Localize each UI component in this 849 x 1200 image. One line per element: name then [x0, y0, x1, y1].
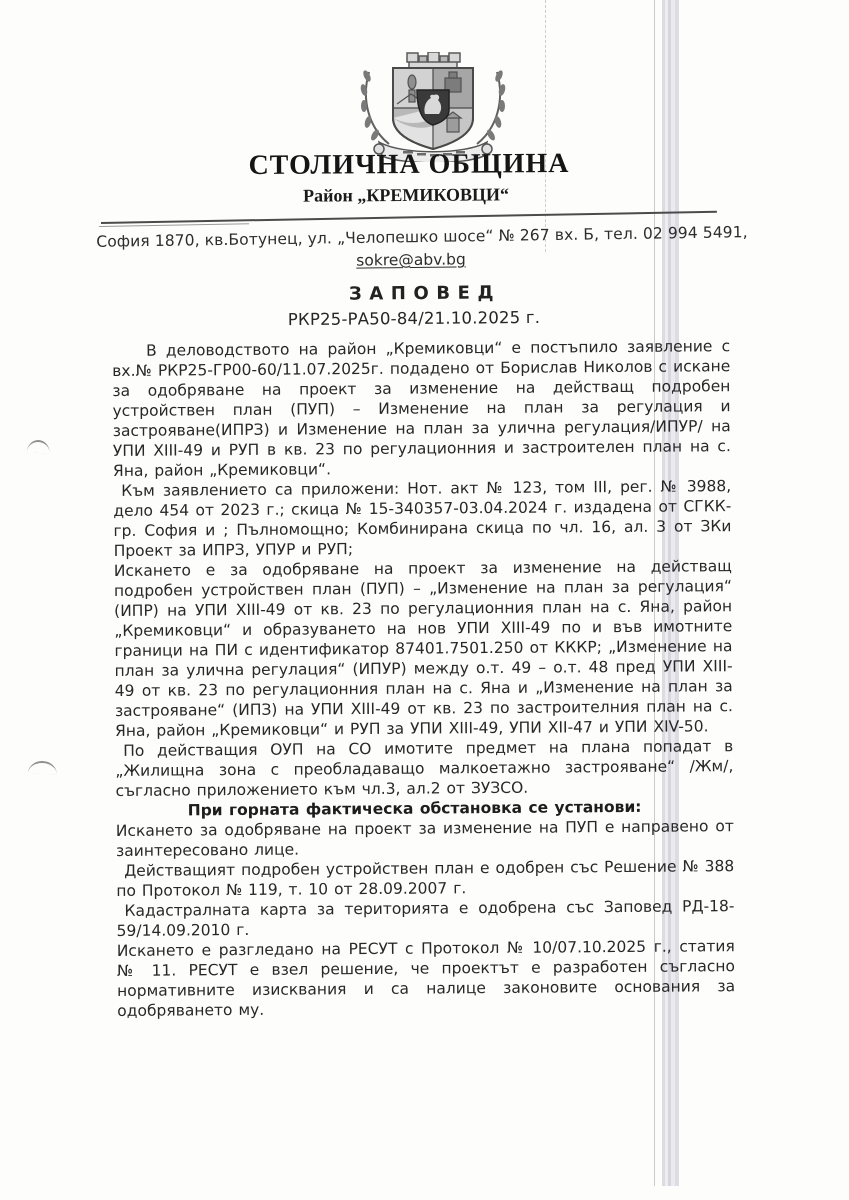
order-body	[112, 336, 735, 1021]
paragraph: Искането е разгледано на РЕСУТ с Протокол № 10/07.10.2025 г., статия № 11. РЕСУТ е взел решение, че проектът е разработен съгласно нормативните изисквания и са налице законовите основания за одобряването му.	[116, 937, 736, 1020]
margin-arc-mark	[28, 760, 57, 774]
paragraph: По действащия ОУП на СО имотите предмет на плана попадат в „Жилищна зона с преобладаващо малкоетажно застрояване“ /Жм/, съгласно приложението към чл.3, ал.2 от ЗУЗСО.	[115, 737, 734, 800]
paragraph: Искането е за одобряване на проект за изменение на действащ подробен устройствен план (ПУП) – „Изменение на план за регулация“ (ИПР) на УПИ XIII-49 от кв. 23 по регулационния план на с. Яна, район „Кремиковци“ и образуването на нов УПИ XIII-49 по и във имотните граници на ПИ с идентификатор 87401.7501.250 от КККР; „Изменение на план за улична регулация“ (ИПУР) между о.т. 49 – о.т. 48 пред УПИ XIII-49 от кв. 23 по регулационния план на с. Яна и „Изменение на план за застрояване“ (ИПЗ) на УПИ XIII-49 от кв. 23 по застроителния план на с. Яна, район „Кремиковци“ и РУП за УПИ XIII-49, УПИ XII-47 и УПИ XIV-50.	[113, 557, 733, 740]
order-heading: ЗАПОВЕД	[348, 282, 502, 305]
margin-arc-mark	[27, 439, 51, 453]
sofia-coat-of-arms-icon	[345, 52, 521, 162]
district-subtitle: Район „КРЕМИКОВЦИ“	[302, 184, 510, 206]
order-number: РКР25-РА50-84/21.10.2025 г.	[287, 307, 541, 330]
paragraph: Искането за одобряване на проект за изменение на ПУП е направено от заинтересовано лице.	[115, 817, 734, 860]
municipality-title: СТОЛИЧНА ОБЩИНА	[248, 148, 570, 181]
address-line: София 1870, кв.Ботунец, ул. „Челопешко шосе“ № 267 вх. Б, тел. 02 994 5491,	[96, 223, 748, 251]
email-text: sokre@abv.bg	[356, 250, 466, 270]
paragraph-findings-heading: При горната фактическа обстановка се установи:	[187, 797, 642, 820]
paragraph: Към заявлението са приложени: Нот. акт № 123, том III, рег. № 3988, дело 454 от 2023 г.; скица № 15-340357-03.04.2024 г. издадена от СГКК-гр. София и ; Пълномощно; Комбинирана скица по чл. 16, ал. 3 от ЗКи Проект за ИПРЗ, УПУР и РУП;	[113, 477, 732, 560]
email-line	[0, 247, 822, 274]
paragraph: Действащият подробен устройствен план е одобрен със Решение № 388 по Протокол № 119, т. 10 от 28.09.2007 г.	[116, 857, 735, 900]
paragraph: В деловодството на район „Кремиковци“ е постъпило заявление с вх.№ РКР25-ГР00-60/11.07.2025г. подадено от Борислав Николов с искане за одобряване на проект за изменение на действащ подробен устройствен план (ПУП) – Изменение на план за регулация и застрояване(ИПРЗ) и Изменение на план за улична регулация/ИПУР/ на УПИ XIII-49 и РУП в кв. 23 по регулационния и застроителен план на с. Яна, район „Кремиковци“.	[112, 337, 731, 480]
letterhead-rule	[101, 211, 717, 224]
paragraph: Кадастралната карта за територията е одобрена със Заповед РД-18-59/14.09.2010 г.	[116, 897, 735, 940]
